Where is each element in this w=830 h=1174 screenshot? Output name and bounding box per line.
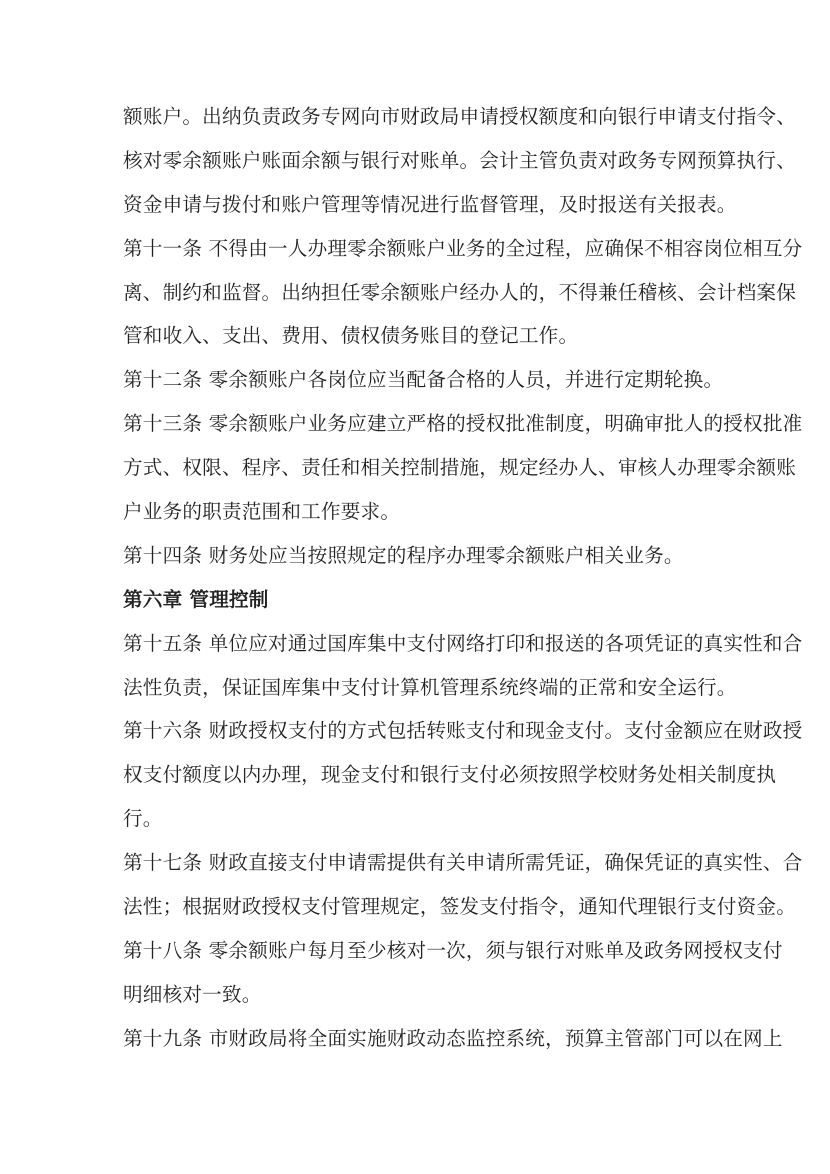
text-line: 离、制约和监督。出纳担任零余额账户经办人的，不得兼任稽核、会计档案保 (123, 280, 796, 304)
text-line: 第十二条 零余额账户各岗位应当配备合格的人员，并进行定期轮换。 (123, 368, 724, 392)
text-line: 法性；根据财政授权支付管理规定，签发支付指令，通知代理银行支付资金。 (123, 895, 796, 919)
chapter-heading: 第六章 管理控制 (123, 587, 269, 611)
text-line: 明细核对一致。 (123, 982, 262, 1006)
text-line: 第十九条 市财政局将全面实施财政动态监控系统，预算主管部门可以在网上 (123, 1026, 783, 1050)
text-line: 第十三条 零余额账户业务应建立严格的授权批准制度，明确审批人的授权批准 (123, 412, 803, 436)
document-body (123, 99, 802, 1065)
text-line: 权支付额度以内办理，现金支付和银行支付必须按照学校财务处相关制度执 (123, 763, 777, 787)
text-line: 管和收入、支出、费用、债权债务账目的登记工作。 (123, 324, 579, 348)
text-line: 第十七条 财政直接支付申请需提供有关申请所需凭证，确保凭证的真实性、合 (123, 851, 803, 875)
text-line: 第十四条 财务处应当按照规定的程序办理零余额账户相关业务。 (123, 543, 684, 567)
text-line: 额账户。出纳负责政务专网向市财政局申请授权额度和向银行申请支付指令、 (123, 105, 796, 128)
text-line: 第十五条 单位应对通过国库集中支付网络打印和报送的各项凭证的真实性和合 (123, 631, 803, 655)
text-line: 资金申请与拨付和账户管理等情况进行监督管理，及时报送有关报表。 (123, 192, 737, 216)
text-line: 行。 (123, 807, 163, 831)
text-line: 核对零余额账户账面余额与银行对账单。会计主管负责对政务专网预算执行、 (123, 148, 796, 172)
text-line: 第十八条 零余额账户每月至少核对一次，须与银行对账单及政务网授权支付 (123, 938, 783, 962)
text-line: 第十一条 不得由一人办理零余额账户业务的全过程，应确保不相容岗位相互分 (123, 236, 803, 260)
text-line: 第十六条 财政授权支付的方式包括转账支付和现金支付。支付金额应在财政授 (123, 719, 803, 743)
text-line: 法性负责，保证国库集中支付计算机管理系统终端的正常和安全运行。 (123, 675, 737, 699)
text-line: 户业务的职责范围和工作要求。 (123, 500, 401, 524)
text-line: 方式、权限、程序、责任和相关控制措施，规定经办人、审核人办理零余额账 (123, 456, 796, 480)
